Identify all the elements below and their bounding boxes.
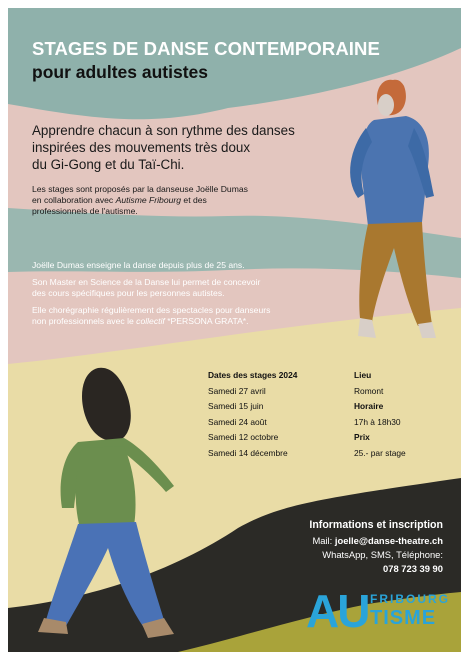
logo-au: AU bbox=[306, 585, 369, 637]
lieu-value: Romont bbox=[354, 385, 384, 396]
logo-fribourg: FRIBOURG bbox=[370, 592, 450, 606]
page-subtitle: pour adultes autistes bbox=[32, 62, 209, 82]
paragraph-line: des cours spécifiques pour les personnes autistes. bbox=[32, 288, 225, 298]
info-column bbox=[354, 370, 406, 464]
date-item: Samedi 15 juin bbox=[208, 401, 264, 412]
partner-name: Autisme Fribourg bbox=[115, 195, 182, 205]
intro-line: du Gi-Gong et du Taï-Chi. bbox=[32, 157, 185, 172]
horaire-value: 17h à 18h30 bbox=[354, 416, 401, 427]
contact-block bbox=[309, 518, 443, 576]
paragraph-line bbox=[32, 316, 270, 327]
paragraph-line: Elle chorégraphie régulièrement des spectacles pour danseurs bbox=[32, 305, 271, 315]
logo-tisme: TISME bbox=[370, 607, 437, 629]
paragraph-line: Son Master en Science de la Danse lui permet de concevoir bbox=[32, 277, 261, 287]
dates-heading: Dates des stages 2024 bbox=[208, 370, 298, 380]
paragraph-line: professionnels de l'autisme. bbox=[32, 206, 138, 216]
horaire-heading: Horaire bbox=[354, 401, 384, 412]
text-span: et des bbox=[181, 195, 207, 205]
dates-column bbox=[208, 370, 297, 464]
date-item: Samedi 14 décembre bbox=[208, 447, 288, 458]
intro-line: Apprendre chacun à son rythme des danses bbox=[32, 123, 295, 138]
paragraph-line: Les stages sont proposés par la danseuse Joëlle Dumas bbox=[32, 184, 248, 194]
intro-text bbox=[32, 122, 332, 173]
lieu-heading: Lieu bbox=[354, 370, 372, 380]
autisme-fribourg-logo bbox=[306, 583, 456, 643]
text-span: en collaboration avec bbox=[32, 195, 116, 205]
phone-label: WhatsApp, SMS, Téléphone: bbox=[322, 549, 443, 560]
date-item: Samedi 24 août bbox=[208, 416, 267, 427]
contact-mail bbox=[309, 534, 443, 548]
phone-number: 078 723 39 90 bbox=[383, 563, 443, 574]
text-span: *PERSONA GRATA*. bbox=[164, 316, 249, 326]
paragraph-line: Joëlle Dumas enseigne la danse depuis plus de 25 ans. bbox=[32, 260, 245, 270]
paragraph-organisers bbox=[32, 184, 248, 217]
poster bbox=[8, 8, 461, 652]
contact-heading: Informations et inscription bbox=[309, 519, 443, 531]
prix-value: 25.- par stage bbox=[354, 447, 406, 458]
intro-line: inspirées des mouvements très doux bbox=[32, 140, 251, 155]
paragraph-bio bbox=[32, 260, 270, 327]
text-span: non professionnels avec le bbox=[32, 316, 137, 326]
paragraph-line bbox=[32, 195, 248, 206]
date-item: Samedi 12 octobre bbox=[208, 432, 279, 443]
text-span: collectif bbox=[136, 316, 165, 326]
mail-label: Mail: bbox=[312, 535, 335, 546]
mail-link[interactable]: joelle@danse-theatre.ch bbox=[334, 535, 443, 546]
page-title: STAGES DE DANSE CONTEMPORAINE bbox=[32, 38, 380, 59]
date-item: Samedi 27 avril bbox=[208, 385, 266, 396]
prix-heading: Prix bbox=[354, 432, 370, 443]
